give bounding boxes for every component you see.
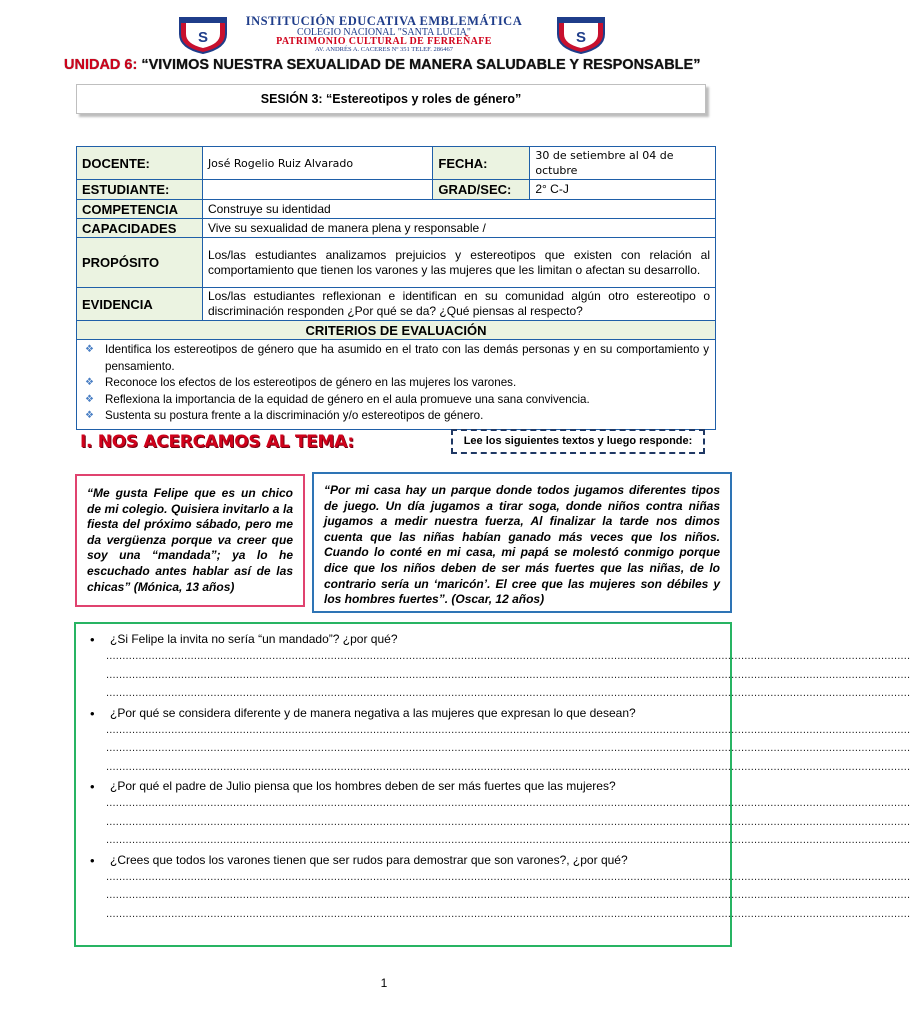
- page-number: 1: [380, 976, 388, 990]
- diamond-bullet-icon: ❖: [85, 393, 94, 405]
- answer-line[interactable]: .......................................................................................................................................................................................................................................................: [106, 760, 910, 773]
- proposito-value: Los/las estudiantes analizamos prejuicios y estereotipos que existen con relación al comportamiento que tienen los varones y las mujeres que les limitan o afectan su desarrollo.: [202, 238, 715, 288]
- session-title: SESIÓN 3: “Estereotipos y roles de género”: [260, 92, 522, 106]
- diamond-bullet-icon: ❖: [85, 344, 94, 355]
- quote-monica-author: (Mónica, 13 años): [130, 579, 235, 594]
- question-group: [86, 705, 910, 777]
- bullet-icon: •: [90, 705, 95, 721]
- capacidades-label: CAPACIDADES: [77, 219, 203, 238]
- question-group: [86, 852, 910, 924]
- estudiante-label: ESTUDIANTE:: [77, 180, 203, 200]
- question-group: [86, 632, 910, 703]
- answer-line[interactable]: .......................................................................................................................................................................................................................................................: [106, 834, 910, 846]
- fecha-label: FECHA:: [433, 147, 530, 180]
- criterios-list: [77, 340, 716, 430]
- heritage-line: PATRIMONIO CULTURAL DE FERREÑAFE: [276, 36, 492, 47]
- quote-monica-text: “Me gusta Felipe que es un chico de mi colegio. Quisiera invitarlo a la fiesta del próximo sábado, pero me da vergüenza porque va creer que soy una “mandada”; ya lo he escuchado antes hablar así de las chicas”: [87, 486, 293, 594]
- capacidades-value: Vive su sexualidad de manera plena y responsable /: [202, 219, 715, 238]
- section-title: I. NOS ACERCAMOS AL TEMA:: [80, 432, 354, 452]
- answer-line[interactable]: .......................................................................................................................................................................................................................................................: [106, 870, 910, 883]
- session-info-table: [76, 146, 716, 430]
- criterio-item: ❖ Reflexiona la importancia de la equidad de género en el aula promueve una sana convivencia.: [83, 392, 709, 409]
- criterios-header: CRITERIOS DE EVALUACIÓN: [77, 321, 716, 340]
- evidencia-value: Los/las estudiantes reflexionan e identifican en su comunidad algún otro estereotipo o discriminación responden ¿Por qué se da? ¿Qué piensas al respecto?: [202, 288, 715, 321]
- question-text: ¿Por qué se considera diferente y de manera negativa a las mujeres que expresan lo que desean?: [110, 705, 636, 720]
- diamond-bullet-icon: ❖: [85, 377, 94, 388]
- instruction-box: Lee los siguientes textos y luego responde:: [451, 429, 705, 454]
- crest-letter: S: [575, 29, 587, 46]
- answer-line[interactable]: .......................................................................................................................................................................................................................................................: [106, 889, 910, 901]
- quote-monica: [75, 474, 305, 607]
- question-item: [86, 779, 718, 794]
- fecha-value: 30 de setiembre al 04 de octubre: [530, 147, 716, 180]
- unidad-title: [64, 57, 700, 73]
- question-text: ¿Por qué el padre de Julio piensa que los hombres deben de ser más fuertes que las mujeres?: [110, 779, 616, 793]
- unidad-prefix: UNIDAD 6:: [64, 57, 138, 73]
- answer-line[interactable]: .......................................................................................................................................................................................................................................................: [106, 723, 910, 736]
- bullet-icon: •: [90, 779, 95, 794]
- question-text: ¿Si Felipe la invita no sería “un mandado”? ¿por qué?: [110, 632, 398, 646]
- session-box: [76, 84, 706, 114]
- question-item: [86, 853, 718, 868]
- grado-value: 2° C-J: [530, 180, 716, 200]
- quote-oscar-text: “Por mi casa hay un parque donde todos jugamos diferentes tipos de juego. Un día jugamos a tirar soga, donde niños contra niñas jugamos a medir nuestra fuerza, Al finalizar la tarde nos dimos cuenta que las niñas habían ganado más veces que los niños. Cuando lo conté en mi casa, mi papá se molestó conmigo porque dice que los niños deben de ser más fuertes que las niñas, de lo contrario sería un ‘maricón’. El cree que las mujeres son débiles y los hombres fuertes”.: [324, 483, 720, 607]
- answer-line[interactable]: .......................................................................................................................................................................................................................................................: [106, 797, 910, 809]
- answer-line[interactable]: .......................................................................................................................................................................................................................................................: [106, 907, 910, 920]
- answer-line[interactable]: .......................................................................................................................................................................................................................................................: [106, 668, 910, 681]
- institution-name: INSTITUCIÓN EDUCATIVA EMBLEMÁTICA: [245, 14, 523, 28]
- bullet-icon: •: [90, 632, 95, 647]
- answer-line[interactable]: .......................................................................................................................................................................................................................................................: [106, 687, 910, 699]
- question-item: [86, 632, 718, 647]
- question-item: [86, 706, 718, 721]
- unidad-name: “VIVIMOS NUESTRA SEXUALIDAD DE MANERA SALUDABLE Y RESPONSABLE”: [137, 57, 701, 73]
- answer-line[interactable]: .......................................................................................................................................................................................................................................................: [106, 742, 910, 754]
- question-group: [86, 779, 910, 850]
- proposito-label: PROPÓSITO: [77, 238, 203, 288]
- grado-label: GRAD/SEC:: [433, 180, 530, 200]
- evidencia-label: EVIDENCIA: [77, 288, 203, 321]
- questions-box: [74, 622, 910, 947]
- criterio-item: ❖ Reconoce los efectos de los estereotipos de género en las mujeres los varones.: [83, 375, 709, 392]
- estudiante-field[interactable]: [202, 180, 432, 200]
- answer-line[interactable]: .......................................................................................................................................................................................................................................................: [106, 650, 910, 662]
- answer-line[interactable]: .......................................................................................................................................................................................................................................................: [106, 815, 910, 828]
- competencia-label: COMPETENCIA: [77, 200, 203, 219]
- docente-value: José Rogelio Ruiz Alvarado: [202, 147, 432, 180]
- criterio-item: ❖ Identifica los estereotipos de género que ha asumido en el trato con las demás personas y en su comportamiento y pensamiento.: [85, 343, 709, 373]
- quote-oscar: [312, 472, 732, 613]
- address-line: AV. ANDRÉS A. CACERES Nº 351 TELEF. 286467: [314, 46, 454, 53]
- docente-label: DOCENTE:: [77, 147, 203, 180]
- school-name: COLEGIO NACIONAL "SANTA LUCIA": [297, 27, 471, 38]
- question-text: ¿Crees que todos los varones tienen que ser rudos para demostrar que son varones?, ¿por qué?: [110, 852, 628, 867]
- diamond-bullet-icon: ❖: [85, 410, 94, 421]
- competencia-value: Construye su identidad: [202, 200, 715, 219]
- criterio-item: ❖ Sustenta su postura frente a la discriminación y/o estereotipos de género.: [83, 408, 709, 425]
- crest-letter: S: [197, 29, 209, 46]
- bullet-icon: •: [90, 852, 95, 868]
- quote-oscar-author: (Oscar, 12 años): [448, 592, 545, 607]
